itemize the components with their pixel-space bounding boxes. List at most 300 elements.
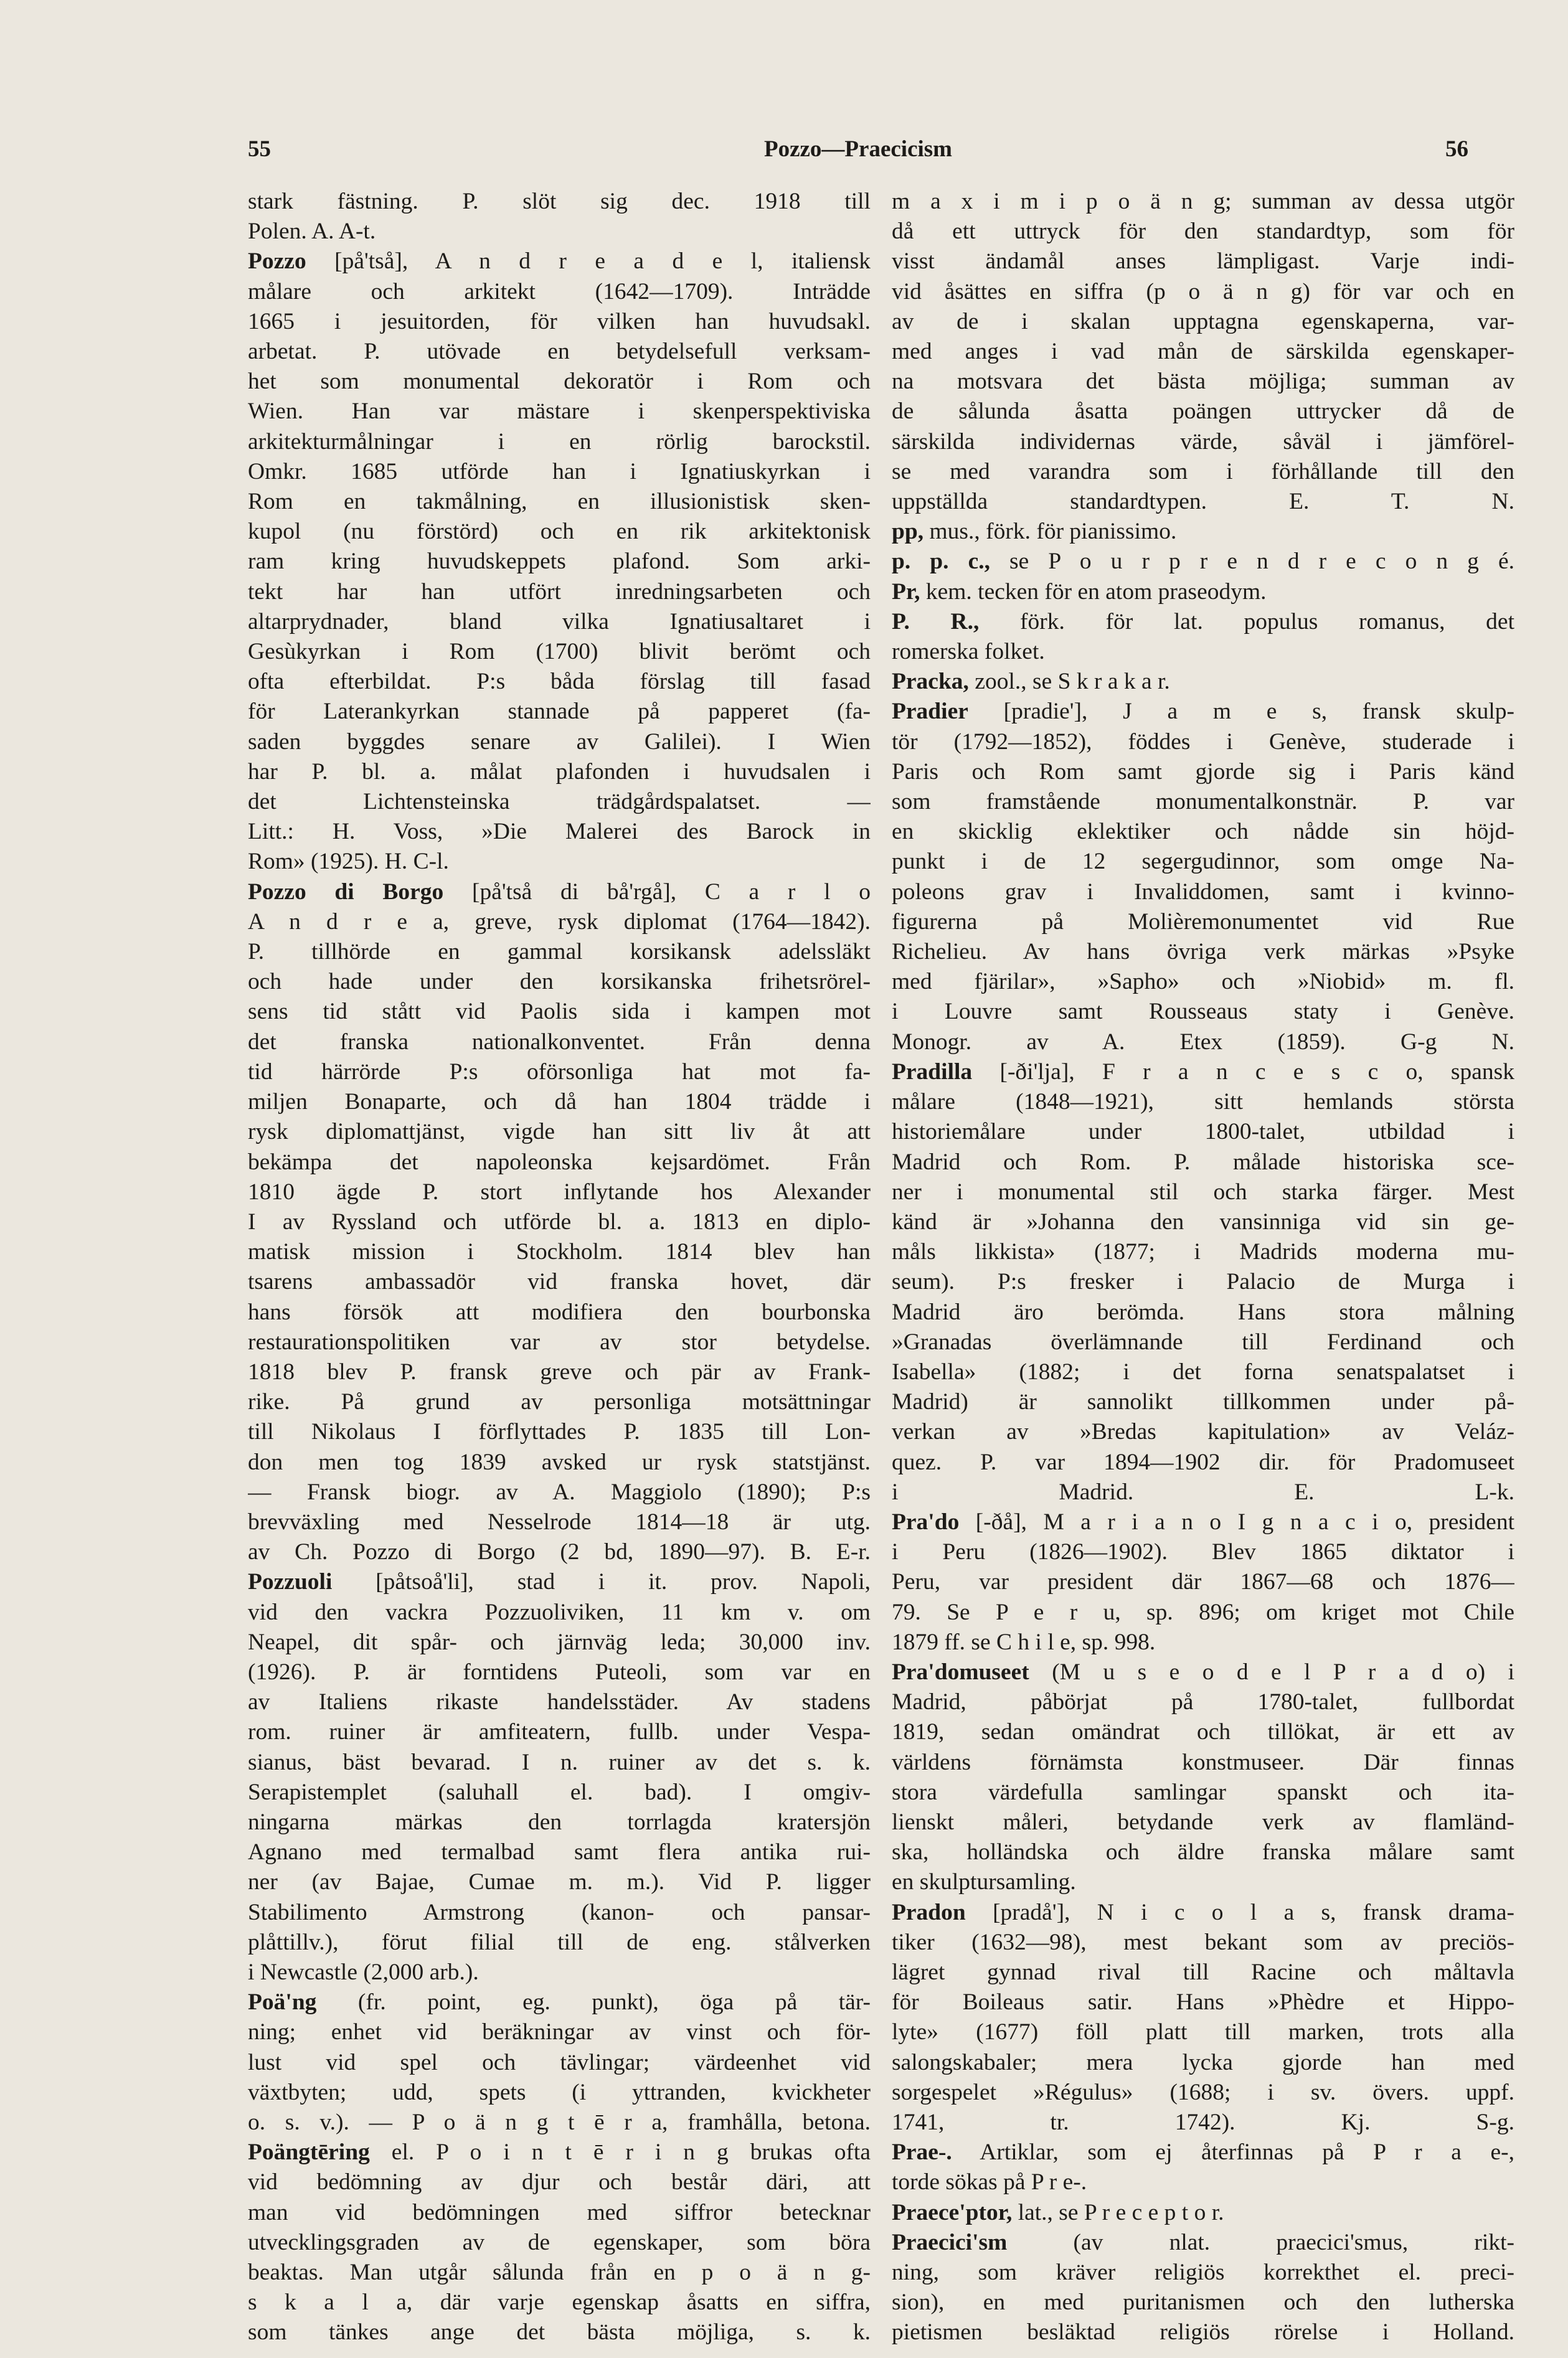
text-line [892, 1417, 1514, 1447]
line-text: bekämpa det napoleonska kejsardömet. Från [248, 1149, 871, 1175]
text-line [248, 547, 871, 577]
line-text: [pradie'], J a m e s, fransk skulp- [968, 699, 1514, 725]
line-text: miljen Bonaparte, och då han 1804 trädde i [248, 1089, 871, 1115]
text-line [892, 2138, 1514, 2167]
line-text: — Fransk biogr. av A. Maggiolo (1890); P:s [248, 1479, 871, 1505]
line-text: »Granadas överlämnande till Ferdinand och [892, 1329, 1514, 1355]
text-line [892, 397, 1514, 427]
line-text: 1818 blev P. fransk greve och pär av Frank- [248, 1359, 871, 1385]
text-line [892, 2318, 1514, 2347]
line-text: vid bedömning av djur och består däri, att [248, 2169, 871, 2195]
text-line [892, 2017, 1514, 2047]
entry-headword: Pozzo di Borgo [248, 879, 444, 905]
line-text: Monogr. av A. Etex (1859). G-g N. [892, 1029, 1514, 1055]
text-line [892, 1658, 1514, 1687]
line-text: figurerna på Molièremonumentet vid Rue [892, 908, 1514, 935]
text-line [248, 1117, 871, 1147]
line-text: salongskabaler; mera lycka gjorde han med [892, 2049, 1514, 2075]
text-line [248, 1687, 871, 1717]
line-text: för Boileaus satir. Hans »Phèdre et Hippo- [892, 1989, 1514, 2016]
text-line [892, 307, 1514, 337]
text-line [892, 457, 1514, 487]
text-line [892, 1387, 1514, 1417]
entry-headword: Poä'ng [248, 1989, 317, 2016]
text-line [248, 457, 871, 487]
text-line [248, 2288, 871, 2318]
text-line [248, 367, 871, 397]
entry-headword: P. R., [892, 608, 980, 634]
line-text: rom. ruiner är amfiteatern, fullb. under Vespa- [248, 1719, 871, 1745]
text-line [892, 727, 1514, 757]
text-line [892, 877, 1514, 907]
line-text: Wien. Han var mästare i skenperspektiviska [248, 399, 871, 425]
line-text: och hade under den korsikanska frihetsrörel- [248, 969, 871, 995]
text-line [892, 787, 1514, 817]
line-text: se P o u r p r e n d r e c o n g é. [989, 549, 1514, 575]
line-text: (fr. point, eg. punkt), öga på tär- [316, 1989, 871, 2016]
text-line [892, 277, 1514, 307]
line-text: Omkr. 1685 utförde han i Ignatiuskyrkan i [248, 458, 871, 484]
line-text: växtbyten; udd, spets (i yttranden, kvickheter [248, 2079, 871, 2105]
line-text: plåttillv.), förut filial till de eng. stålverken [248, 1929, 871, 1955]
text-line [248, 1148, 871, 1177]
text-line [248, 907, 871, 937]
text-line [248, 1867, 871, 1897]
line-text: Peru, var president där 1867—68 och 1876— [892, 1569, 1514, 1595]
text-line [248, 757, 871, 787]
text-line [248, 1417, 871, 1447]
text-line [248, 1357, 871, 1387]
line-text: tiker (1632—98), mest bekant som av preciös- [892, 1929, 1514, 1955]
line-text: lat., se P r e c e p t o r. [1012, 2199, 1224, 2225]
line-text: tsarens ambassadör vid franska hovet, där [248, 1269, 871, 1295]
line-text: don men tog 1839 avsked ur rysk statstjänst. [248, 1449, 871, 1475]
text-line [892, 757, 1514, 787]
line-text: 79. Se P e r u, sp. 896; om kriget mot Chile [892, 1599, 1514, 1625]
line-text: tid härrörde P:s oförsonliga hat mot fa- [248, 1059, 871, 1085]
text-line [892, 607, 1514, 637]
text-line [248, 397, 871, 427]
text-line [248, 2198, 871, 2228]
entry-headword: Poängtēring [248, 2139, 370, 2166]
page-number-left: 55 [248, 136, 271, 162]
line-text: Richelieu. Av hans övriga verk märkas »Psyke [892, 939, 1514, 965]
line-text: lägret gynnad rival till Racine och måltavla [892, 1959, 1514, 1985]
line-text: mus., förk. för pianissimo. [923, 519, 1177, 545]
text-line [892, 247, 1514, 276]
line-text: av Ch. Pozzo di Borgo (2 bd, 1890—97). B. E-r. [248, 1539, 871, 1565]
text-line [248, 727, 871, 757]
text-line [892, 187, 1514, 217]
line-text: [på'tså di bå'rgå], C a r l o [443, 879, 871, 905]
text-line [892, 907, 1514, 937]
text-line [892, 1748, 1514, 1778]
text-line [892, 1357, 1514, 1387]
text-line [892, 1598, 1514, 1628]
line-text: Serapistemplet (saluhall el. bad). I omgiv- [248, 1779, 871, 1805]
line-text: 1819, sedan omändrat och tillökat, är ett av [892, 1719, 1514, 1745]
text-line [892, 1717, 1514, 1747]
line-text: [-ðå], M a r i a n o I g n a c i o, president [959, 1509, 1514, 1535]
line-text: särskilda individernas värde, såväl i jämförel- [892, 428, 1514, 455]
line-text: [pradå'], N i c o l a s, fransk drama- [965, 1899, 1514, 1925]
line-text: romerska folket. [892, 639, 1045, 665]
text-line [248, 877, 871, 907]
text-line [248, 1898, 871, 1928]
line-text: Rom en takmålning, en illusionistisk sken- [248, 489, 871, 515]
text-line [248, 1507, 871, 1537]
line-text: verkan av »Bredas kapitulation» av Veláz- [892, 1419, 1514, 1445]
line-text: Polen. A. A-t. [248, 219, 376, 245]
text-line [248, 517, 871, 547]
text-line [892, 1958, 1514, 1988]
line-text: i Peru (1826—1902). Blev 1865 diktator i [892, 1539, 1514, 1565]
text-line [248, 307, 871, 337]
text-line [248, 1808, 871, 1837]
text-line [892, 337, 1514, 367]
text-line [248, 1207, 871, 1237]
line-text: na motsvara det bästa möjliga; summan av [892, 369, 1514, 395]
entry-headword: Praece'ptor, [892, 2199, 1013, 2225]
text-line [248, 1837, 871, 1867]
text-line [248, 337, 871, 367]
line-text: (1926). P. är forntidens Puteoli, som var en [248, 1659, 871, 1685]
line-text: torde sökas på P r e-. [892, 2169, 1087, 2195]
line-text: hans försök att modifiera den bourbonska [248, 1299, 871, 1325]
line-text: zool., se S k r a k a r. [968, 669, 1170, 695]
line-text: tekt har han utfört inredningsarbeten och [248, 578, 871, 605]
line-text: de sålunda åsatta poängen uttrycker då de [892, 399, 1514, 425]
line-text: A n d r e a, greve, rysk diplomat (1764—1842). [248, 908, 871, 935]
text-line [892, 2108, 1514, 2138]
text-line [248, 1988, 871, 2017]
line-text: Madrid, påbörjat på 1780-talet, fullbordat [892, 1689, 1514, 1715]
text-line [892, 547, 1514, 577]
line-text: stark fästning. P. slöt sig dec. 1918 till [248, 189, 871, 214]
text-line [248, 937, 871, 967]
line-text: arbetat. P. utövade en betydelsefull verksam- [248, 339, 871, 365]
text-line [248, 1598, 871, 1628]
line-text: beaktas. Man utgår sålunda från en p o ä n g- [248, 2260, 871, 2286]
line-text: [-ði'lja], F r a n c e s c o, spansk [972, 1059, 1514, 1085]
text-line [892, 817, 1514, 847]
line-text: P. tillhörde en gammal korsikansk adelssläkt [248, 939, 871, 965]
text-line [248, 2258, 871, 2288]
line-text: lyte» (1677) föll platt till marken, trots alla [892, 2019, 1514, 2045]
line-text: Neapel, dit spår- och järnväg leda; 30,000 inv. [248, 1629, 871, 1655]
text-line [892, 577, 1514, 607]
text-line [248, 1928, 871, 1958]
line-text: het som monumental dekoratör i Rom och [248, 369, 871, 395]
line-text: har P. bl. a. målat plafonden i huvudsalen i [248, 758, 871, 785]
text-line [248, 2228, 871, 2258]
text-line [892, 1207, 1514, 1237]
text-line [248, 487, 871, 517]
line-text: till Nikolaus I förflyttades P. 1835 till Lon- [248, 1419, 871, 1445]
text-line [248, 997, 871, 1027]
line-text: ning, som kräver religiös korrekthet el. preci- [892, 2260, 1514, 2286]
text-line [248, 1177, 871, 1207]
text-line [892, 1117, 1514, 1147]
line-text: vid åsättes en siffra (p o ä n g) för var och en [892, 278, 1514, 304]
page-number-right: 56 [1445, 136, 1468, 162]
text-line [892, 1237, 1514, 1267]
line-text: rysk diplomattjänst, vigde han sitt liv åt att [248, 1119, 871, 1145]
text-line [248, 217, 871, 247]
line-text: Madrid äro berömda. Hans stora målning [892, 1299, 1514, 1325]
text-line [892, 2198, 1514, 2228]
text-line [248, 697, 871, 727]
text-line [892, 2258, 1514, 2288]
line-text: o. s. v.). — P o ä n g t ē r a, framhålla, betona. [248, 2110, 871, 2135]
line-text: med anges i vad mån de särskilda egenskaper- [892, 339, 1514, 365]
text-line [248, 1298, 871, 1328]
text-line [892, 937, 1514, 967]
line-text: Madrid) är sannolikt tillkommen under på- [892, 1389, 1514, 1415]
running-header [248, 136, 1468, 173]
text-line [892, 217, 1514, 247]
line-text: i Newcastle (2,000 arb.). [248, 1959, 479, 1985]
line-text: saden byggdes senare av Galilei). I Wien [248, 729, 871, 755]
line-text: 1810 ägde P. stort inflytande hos Alexander [248, 1179, 871, 1205]
line-text: en skulptursamling. [892, 1869, 1076, 1895]
text-line [248, 607, 871, 637]
text-line [248, 847, 871, 877]
line-text: restaurationspolitiken var av stor betydelse. [248, 1329, 871, 1355]
entry-headword: Prae-. [892, 2139, 952, 2166]
entry-headword: Pozzo [248, 248, 306, 275]
line-text: som framstående monumentalkonstnär. P. var [892, 789, 1514, 815]
line-text: lust vid spel och tävlingar; värdeenhet vid [248, 2049, 871, 2075]
text-line [248, 1628, 871, 1658]
text-line [892, 1087, 1514, 1117]
text-line [248, 1658, 871, 1687]
line-text: poleons grav i Invaliddomen, samt i kvinno- [892, 879, 1514, 905]
text-line [892, 1567, 1514, 1597]
text-line [248, 1748, 871, 1778]
text-line [892, 2167, 1514, 2197]
line-text: sens tid stått vid Paolis sida i kampen mot [248, 999, 871, 1025]
text-line [892, 2078, 1514, 2108]
line-text: av de i skalan upptagna egenskaperna, var- [892, 308, 1514, 334]
text-line [248, 1387, 871, 1417]
line-text: man vid bedömningen med siffror betecknar [248, 2199, 871, 2225]
line-text: i Louvre samt Rousseaus staty i Genève. [892, 999, 1514, 1025]
text-line [248, 1328, 871, 1357]
entry-headword: Pra'domuseet [892, 1659, 1029, 1685]
text-line [248, 667, 871, 697]
line-text: ofta efterbildat. P:s båda förslag till fasad [248, 669, 871, 695]
text-line [892, 1507, 1514, 1537]
text-line [248, 1267, 871, 1297]
text-line [248, 2108, 871, 2138]
text-line [248, 1717, 871, 1747]
text-line [892, 2048, 1514, 2078]
line-text: Stabilimento Armstrong (kanon- och pansar- [248, 1899, 871, 1925]
text-line [892, 847, 1514, 877]
text-line [892, 1537, 1514, 1567]
line-text: punkt i de 12 segergudinnor, som omge Na- [892, 849, 1514, 875]
text-line [248, 817, 871, 847]
entry-headword: p. p. c., [892, 549, 990, 575]
text-line [248, 2318, 871, 2347]
line-text: quez. P. var 1894—1902 dir. för Pradomuseet [892, 1449, 1514, 1475]
entry-headword: Pradier [892, 699, 968, 725]
text-line [248, 1478, 871, 1507]
text-line [248, 277, 871, 307]
line-text: känd är »Johanna den vansinniga vid sin ge- [892, 1209, 1514, 1235]
line-text: målare (1848—1921), sitt hemlands största [892, 1089, 1514, 1115]
text-line [892, 1808, 1514, 1837]
line-text: det Lichtensteinska trädgårdspalatset. — [248, 789, 871, 815]
running-title: Pozzo—Praecicism [763, 136, 953, 162]
text-line [248, 1778, 871, 1808]
line-text: (M u s e o d e l P r a d o) i [1029, 1659, 1514, 1685]
line-text: ner (av Bajae, Cumae m. m.). Vid P. ligger [248, 1869, 871, 1895]
line-text: 1665 i jesuitorden, för vilken han huvudsakl. [248, 308, 871, 334]
text-line [892, 667, 1514, 697]
text-line [892, 1988, 1514, 2017]
text-line [892, 997, 1514, 1027]
text-line [892, 637, 1514, 667]
line-text: stora värdefulla samlingar spanskt och ita- [892, 1779, 1514, 1805]
text-line [248, 1537, 871, 1567]
text-line [248, 1237, 871, 1267]
text-line [892, 1177, 1514, 1207]
line-text: då ett uttryck för den standardtyp, som för [892, 219, 1514, 245]
entry-headword: Praecici'sm [892, 2229, 1008, 2255]
text-line [248, 1027, 871, 1057]
line-text: arkitekturmålningar i en rörlig barockstil. [248, 428, 871, 455]
line-text: 1741, tr. 1742). Kj. S-g. [892, 2110, 1514, 2135]
line-text: I av Ryssland och utförde bl. a. 1813 en diplo- [248, 1209, 871, 1235]
text-line [248, 637, 871, 667]
text-line [892, 1267, 1514, 1297]
text-line [892, 487, 1514, 517]
text-line [248, 2017, 871, 2047]
text-line [248, 967, 871, 997]
text-line [248, 2138, 871, 2167]
text-line [248, 1087, 871, 1117]
entry-headword: Pracka, [892, 669, 969, 695]
text-line [892, 1027, 1514, 1057]
line-text: måls likkista» (1877; i Madrids moderna mu- [892, 1239, 1514, 1265]
line-text: se med varandra som i förhållande till den [892, 458, 1514, 484]
line-text: matisk mission i Stockholm. 1814 blev han [248, 1239, 871, 1265]
line-text: för Laterankyrkan stannade på papperet (fa- [248, 699, 871, 725]
text-line [892, 1928, 1514, 1958]
entry-headword: Pozzuoli [248, 1569, 333, 1595]
text-line [892, 517, 1514, 547]
text-line [892, 1478, 1514, 1507]
line-text: historiemålare under 1800-talet, utbildad i [892, 1119, 1514, 1145]
entry-headword: Pradilla [892, 1059, 973, 1085]
line-text: en skicklig eklektiker och nådde sin höjd- [892, 819, 1514, 845]
line-text: s k a l a, där varje egenskap åsatts en siffra, [248, 2290, 871, 2316]
line-text: Agnano med termalbad samt flera antika rui- [248, 1839, 871, 1865]
line-text: seum). P:s fresker i Palacio de Murga i [892, 1269, 1514, 1295]
line-text: Paris och Rom samt gjorde sig i Paris känd [892, 758, 1514, 785]
text-line [892, 367, 1514, 397]
line-text: som tänkes ange det bästa möjliga, s. k. [248, 2319, 871, 2346]
line-text: kem. tecken för en atom praseodym. [920, 578, 1267, 605]
line-text: 1879 ff. se C h i l e, sp. 998. [892, 1629, 1156, 1655]
line-text: pietismen besläktad religiös rörelse i Holland. [892, 2319, 1514, 2346]
line-text: el. P o i n t ē r i n g brukas ofta [369, 2139, 871, 2166]
text-line [892, 2288, 1514, 2318]
text-line [892, 697, 1514, 727]
text-line [248, 577, 871, 607]
line-text: vid den vackra Pozzuoliviken, 11 km v. om [248, 1599, 871, 1625]
text-line [248, 247, 871, 276]
text-line [248, 1057, 871, 1087]
line-text: världens förnämsta konstmuseer. Där finnas [892, 1749, 1514, 1775]
text-line [248, 787, 871, 817]
line-text: Rom» (1925). H. C-l. [248, 849, 449, 875]
line-text: sion), en med puritanismen och den lutherska [892, 2290, 1514, 2316]
text-line [248, 2048, 871, 2078]
line-text: Artiklar, som ej återfinnas på P r a e-, [952, 2139, 1514, 2166]
text-line [892, 1057, 1514, 1087]
line-text: Gesùkyrkan i Rom (1700) blivit berömt och [248, 639, 871, 665]
line-text: ning; enhet vid beräkningar av vinst och för- [248, 2019, 871, 2045]
text-line [892, 1837, 1514, 1867]
line-text: rike. På grund av personliga motsättningar [248, 1389, 871, 1415]
entry-headword: Pr, [892, 578, 920, 605]
entry-headword: pp, [892, 519, 924, 545]
line-text: Isabella» (1882; i det forna senatspalatset i [892, 1359, 1514, 1385]
line-text: [på'tså], A n d r e a d e l, italiensk [306, 248, 871, 275]
text-line [248, 1958, 871, 1988]
text-line [892, 1448, 1514, 1478]
line-text: altarprydnader, bland vilka Ignatiusaltaret i [248, 608, 871, 634]
line-text: brevväxling med Nesselrode 1814—18 är utg. [248, 1509, 871, 1535]
text-line [248, 427, 871, 457]
text-line [248, 2167, 871, 2197]
text-line [892, 1898, 1514, 1928]
line-text: ram kring huvudskeppets plafond. Som arki- [248, 549, 871, 575]
line-text: tör (1792—1852), föddes i Genève, studerade i [892, 729, 1514, 755]
text-line [892, 1867, 1514, 1897]
line-text: Madrid och Rom. P. målade historiska sce- [892, 1149, 1514, 1175]
text-line [248, 1448, 871, 1478]
line-text: Litt.: H. Voss, »Die Malerei des Barock in [248, 819, 871, 845]
text-line [892, 1687, 1514, 1717]
line-text: målare och arkitekt (1642—1709). Inträdde [248, 278, 871, 304]
text-line [892, 1148, 1514, 1177]
line-text: lienskt måleri, betydande verk av flamländ- [892, 1809, 1514, 1835]
line-text: m a x i m i p o ä n g; summan av dessa utgör [892, 189, 1514, 214]
line-text: utvecklingsgraden av de egenskaper, som böra [248, 2229, 871, 2255]
text-line [892, 1778, 1514, 1808]
line-text: (av nlat. praecici'smus, rikt- [1007, 2229, 1514, 2255]
text-line [892, 427, 1514, 457]
line-text: i Madrid. E. L-k. [892, 1479, 1514, 1505]
line-text: uppställda standardtypen. E. T. N. [892, 489, 1514, 515]
text-line [892, 1328, 1514, 1357]
line-text: ska, holländska och äldre franska målare samt [892, 1839, 1514, 1865]
text-line [248, 1567, 871, 1597]
text-line [892, 1298, 1514, 1328]
entry-headword: Pradon [892, 1899, 966, 1925]
entry-headword: Pra'do [892, 1509, 960, 1535]
line-text: det franska nationalkonventet. Från denna [248, 1029, 871, 1055]
text-line [248, 187, 871, 217]
text-line [248, 2078, 871, 2108]
text-line [892, 967, 1514, 997]
line-text: av Italiens rikaste handelsstäder. Av stadens [248, 1689, 871, 1715]
line-text: sorgespelet »Régulus» (1688; i sv. övers. uppf. [892, 2079, 1514, 2105]
